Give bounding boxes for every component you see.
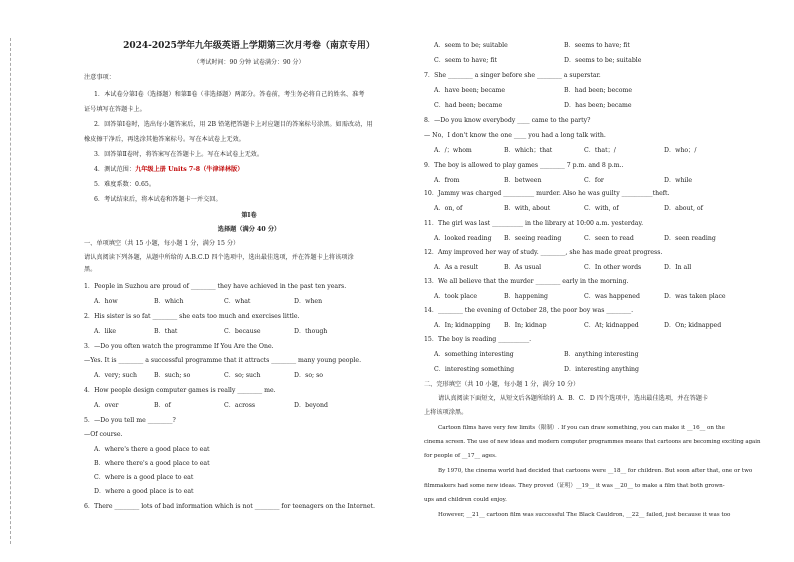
question-10: 10．Jammy was charged __________ murder. Also he was guilty __________theft.	[424, 190, 670, 197]
option: D．where a good place is to eat	[94, 488, 194, 495]
question-6: 6．There ________ lots of bad information which is not ________ for teenagers on the Internet.	[84, 503, 375, 510]
note-line: 证号填写在答题卡上。	[84, 106, 146, 113]
option: D．about, of	[664, 205, 703, 212]
scope-value: 九年级上册 Units 7-8（牛津译林版）	[135, 166, 244, 173]
option: A．where's there a good place to eat	[94, 446, 210, 453]
note-line: 1．本试卷分第Ⅰ卷（选择题）和第Ⅱ卷（非选择题）两部分。答卷前，考生务必将自己的姓名、准考	[94, 91, 365, 98]
binding-line	[10, 38, 11, 544]
option: B．between	[504, 177, 542, 184]
option: D．though	[294, 328, 328, 335]
option: A．over	[94, 402, 119, 409]
option: A．As a result	[434, 264, 479, 271]
option: B．that	[154, 328, 178, 335]
option: D．when	[294, 298, 323, 305]
section2-title: 二、完形填空（共 10 小题，每小题 1 分，满分 10 分）	[424, 381, 580, 388]
option: B．with, about	[504, 205, 551, 212]
option: D．who；/	[664, 147, 697, 154]
option: B．In; kidnap	[504, 322, 547, 329]
question-9: 9．The boy is allowed to play games ________ 7 p.m. and 8 p.m..	[424, 162, 624, 169]
option: C．where is a good place to eat	[94, 474, 194, 481]
option: C．seen to read	[584, 235, 634, 242]
scope-label: 4．测试范围：	[94, 166, 136, 173]
section1-title: 一、单项填空（共 15 小题，每小题 1 分，满分 15 分）	[84, 240, 240, 247]
option: A．on, of	[434, 205, 463, 212]
note-line: 5．难度系数：0.65。	[94, 181, 156, 188]
option: C．was happened	[584, 293, 640, 300]
section1-instructions: 请认真阅读下列各题，从题中所给的 A.B.C.D 四个选项中，选出最佳选项，并在答题卡上将该项涂	[84, 254, 354, 261]
passage-line: cinema screen. The use of new ideas and modern computer programmes means that cartoons are becoming exciting again	[424, 439, 761, 445]
passage-line: filmmakers had some new ideas. They proved（证明）__19__ it was __20__ to make a film that both grown-	[424, 483, 725, 489]
note-line: 6．考试结束后，将本试卷和答题卡一并交回。	[94, 196, 222, 203]
option: A．how	[94, 298, 118, 305]
option: D．On; kidnapped	[664, 322, 722, 329]
section1-instructions: 黑。	[84, 266, 97, 273]
option: B．such; so	[154, 372, 191, 379]
question-11: 11．The girl was last __________ in the library at 10:00 a.m. yesterday.	[424, 220, 644, 227]
option: D．seems to be; suitable	[564, 57, 642, 64]
option: C．In other words	[584, 264, 642, 271]
option: C．for	[584, 177, 604, 184]
option: D．In all	[664, 264, 692, 271]
question-12: 12．Amy improved her way of study. ________, she has made great progress.	[424, 249, 663, 256]
option: C．At; kidnapped	[584, 322, 639, 329]
exam-title: 2024-2025学年九年级英语上学期第三次月考卷（南京专用）	[123, 41, 375, 51]
option: A．/；whom	[434, 147, 472, 154]
note-line: 橡皮擦干净后，再选涂其他答案标号。写在本试卷上无效。	[84, 136, 245, 143]
option: C．interesting something	[434, 366, 515, 373]
option: D．seen reading	[664, 235, 716, 242]
exam-info: （考试时间：90 分钟 试卷满分：90 分）	[193, 59, 305, 66]
option: C．with, of	[584, 205, 619, 212]
option: C．what	[224, 298, 251, 305]
option: B．which；that	[504, 147, 553, 154]
question-2: 2．His sister is so fat ________ she eats too much and exercises little.	[84, 313, 300, 320]
option: D．while	[664, 177, 693, 184]
question-1: 1．People in Suzhou are proud of ________ they have achieved in the past ten years.	[84, 283, 347, 290]
question-4: 4．How people design computer games is really ________ me.	[84, 387, 276, 394]
section-heading: 选择题（满分 40 分）	[217, 226, 281, 233]
option: B．seems to have; fit	[564, 42, 630, 49]
option: C．so; such	[224, 372, 261, 379]
question-8-reply: — No，I don't know the one ____ you had a long talk with.	[424, 132, 606, 139]
question-5-reply: —Of course.	[84, 431, 123, 438]
question-3: 3．—Do you often watch the programme If You Are the One.	[84, 343, 274, 350]
option: B．seeing reading	[504, 235, 562, 242]
option: A．looked reading	[434, 235, 492, 242]
option: B．anything interesting	[564, 351, 639, 358]
question-14: 14．________ the evening of October 28, the poor boy was ________.	[424, 307, 634, 314]
question-15: 15．The boy is reading __________.	[424, 336, 532, 343]
note-line: 2．回答第Ⅰ卷时，选出每小题答案后，用 2B 铅笔把答题卡上对应题目的答案标号涂黑。如需改动，用	[94, 121, 373, 128]
option: C．across	[224, 402, 256, 409]
option: D．interesting anything	[564, 366, 639, 373]
option: C．seem to have; fit	[434, 57, 497, 64]
option: D．has been; became	[564, 102, 632, 109]
question-3-reply: —Yes. It is ________ a successful programme that it attracts ________ many young people.	[84, 357, 362, 364]
question-8: 8．—Do you know everybody ____ came to the party?	[424, 117, 591, 124]
passage-line: for people of __17__ ages.	[424, 453, 497, 459]
section2-instructions: 请认真阅读下面短文，从短文后各题所给的 A．B．C．D 四个选项中，选出最佳选项，并在答题卡	[438, 395, 709, 402]
option: C．had been; became	[434, 102, 503, 109]
option: C．because	[224, 328, 261, 335]
option: D．was taken place	[664, 293, 726, 300]
passage-line: By 1970, the cinema world had decided that cartoons were __18__ for children. But soon after that, one or two	[438, 468, 753, 474]
option: A．something interesting	[434, 351, 514, 358]
option: B．which	[154, 298, 184, 305]
option: D．so; so	[294, 372, 324, 379]
question-5: 5．—Do you tell me ________?	[84, 417, 176, 424]
option: B．happening	[504, 293, 548, 300]
passage-line: ups and children could enjoy.	[424, 497, 507, 503]
option: A．took place	[434, 293, 478, 300]
option: A．like	[94, 328, 117, 335]
passage-line: Cartoon films have very few limits（限制）. If you can draw something, you can make it __16__ on the	[438, 425, 725, 431]
question-13: 13．We all believe that the murder ________ early in the morning.	[424, 278, 629, 285]
test-scope	[94, 166, 243, 174]
option: A．seem to be; suitable	[434, 42, 508, 49]
option: A．In; kidnapping	[434, 322, 491, 329]
option: C．that；/	[584, 147, 616, 154]
option: A．very; such	[94, 372, 137, 379]
option: B．of	[154, 402, 171, 409]
option: A．from	[434, 177, 460, 184]
part-heading: 第Ⅰ卷	[241, 212, 257, 219]
notes-title: 注意事项：	[84, 74, 115, 81]
option: B．As usual	[504, 264, 542, 271]
passage-line: However, __21__ cartoon film was successful The Black Cauldron, __22__ failed, just because it was too	[438, 512, 731, 518]
section2-instructions: 上将该项涂黑。	[424, 409, 468, 416]
option: D．beyond	[294, 402, 328, 409]
option: B．had been; become	[564, 87, 632, 94]
option: B．where there's a good place to eat	[94, 460, 210, 467]
question-7: 7．She ________ a singer before she ________ a superstar.	[424, 72, 601, 79]
note-line: 3．回答第Ⅱ卷时，将答案写在答题卡上。写在本试卷上无效。	[94, 151, 264, 158]
option: A．have been; became	[434, 87, 506, 94]
